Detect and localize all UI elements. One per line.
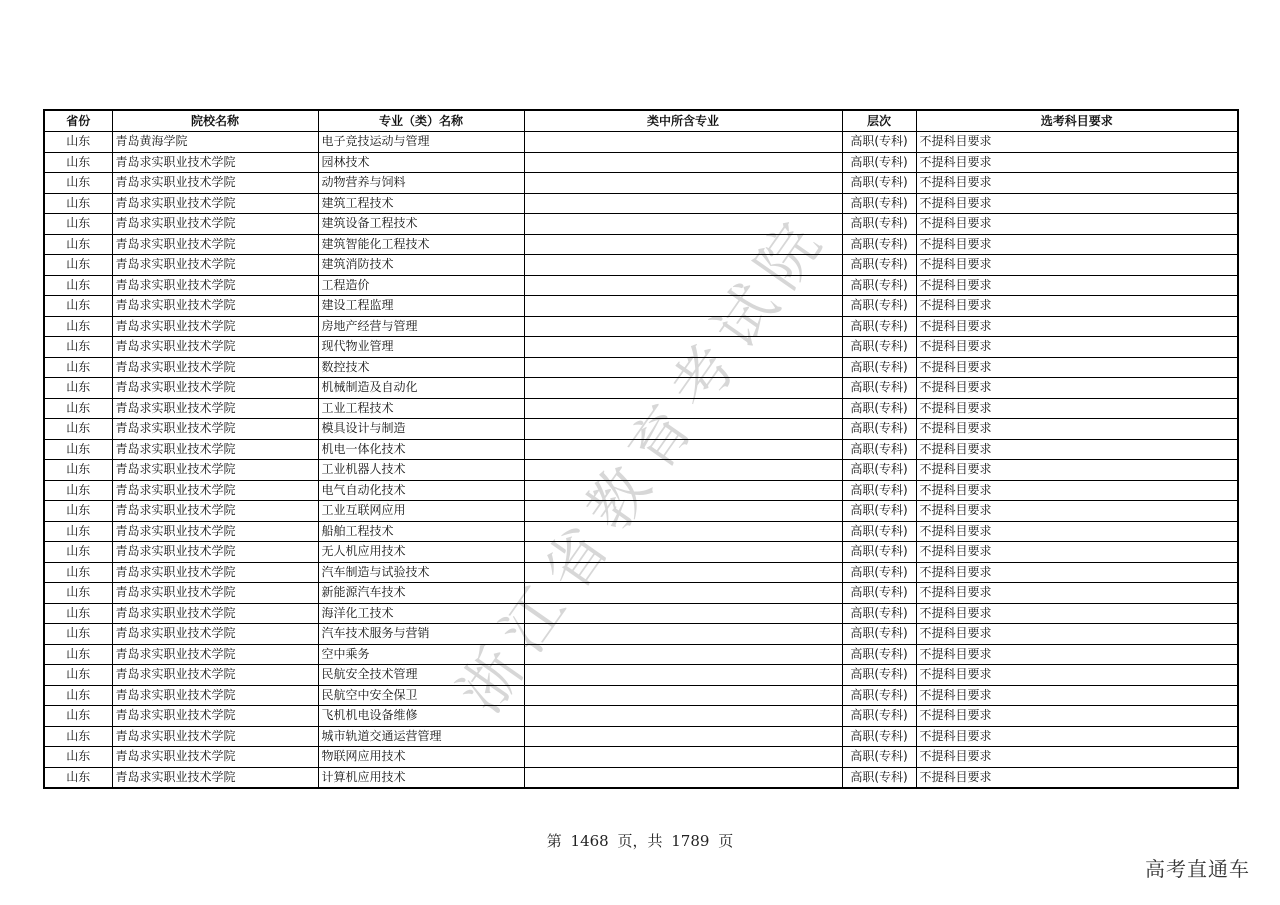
cell-province: 山东: [44, 624, 112, 645]
cell-level: 高职(专科): [842, 439, 916, 460]
cell-subject-requirement: 不提科目要求: [916, 767, 1238, 788]
cell-included-majors: [524, 603, 842, 624]
cell-major: 海洋化工技术: [318, 603, 524, 624]
cell-school: 青岛求实职业技术学院: [112, 767, 318, 788]
cell-included-majors: [524, 357, 842, 378]
table-row: [44, 562, 1238, 583]
cell-province: 山东: [44, 193, 112, 214]
cell-province: 山东: [44, 214, 112, 235]
cell-subject-requirement: 不提科目要求: [916, 275, 1238, 296]
cell-major: 电气自动化技术: [318, 480, 524, 501]
table-row: [44, 193, 1238, 214]
cell-major: 房地产经营与管理: [318, 316, 524, 337]
cell-included-majors: [524, 316, 842, 337]
cell-school: 青岛求实职业技术学院: [112, 501, 318, 522]
cell-province: 山东: [44, 439, 112, 460]
cell-level: 高职(专科): [842, 501, 916, 522]
cell-province: 山东: [44, 583, 112, 604]
cell-included-majors: [524, 521, 842, 542]
table-row: [44, 542, 1238, 563]
cell-school: 青岛求实职业技术学院: [112, 480, 318, 501]
cell-school: 青岛求实职业技术学院: [112, 152, 318, 173]
cell-province: 山东: [44, 234, 112, 255]
table-row: [44, 603, 1238, 624]
cell-level: 高职(专科): [842, 132, 916, 153]
cell-major: 城市轨道交通运营管理: [318, 726, 524, 747]
cell-subject-requirement: 不提科目要求: [916, 583, 1238, 604]
cell-included-majors: [524, 480, 842, 501]
cell-subject-requirement: 不提科目要求: [916, 460, 1238, 481]
cell-major: 民航安全技术管理: [318, 665, 524, 686]
cell-province: 山东: [44, 255, 112, 276]
cell-level: 高职(专科): [842, 255, 916, 276]
cell-major: 模具设计与制造: [318, 419, 524, 440]
cell-subject-requirement: 不提科目要求: [916, 562, 1238, 583]
cell-level: 高职(专科): [842, 747, 916, 768]
table-body: [44, 132, 1238, 789]
cell-level: 高职(专科): [842, 193, 916, 214]
table-row: [44, 337, 1238, 358]
cell-province: 山东: [44, 685, 112, 706]
cell-major: 建筑消防技术: [318, 255, 524, 276]
cell-level: 高职(专科): [842, 480, 916, 501]
cell-province: 山东: [44, 357, 112, 378]
table-row: [44, 644, 1238, 665]
cell-major: 工程造价: [318, 275, 524, 296]
table-row: [44, 398, 1238, 419]
cell-province: 山东: [44, 173, 112, 194]
cell-province: 山东: [44, 296, 112, 317]
cell-school: 青岛求实职业技术学院: [112, 234, 318, 255]
cell-subject-requirement: 不提科目要求: [916, 152, 1238, 173]
cell-province: 山东: [44, 275, 112, 296]
cell-school: 青岛求实职业技术学院: [112, 644, 318, 665]
cell-included-majors: [524, 685, 842, 706]
admission-table: [43, 109, 1239, 789]
cell-included-majors: [524, 624, 842, 645]
cell-included-majors: [524, 234, 842, 255]
cell-province: 山东: [44, 542, 112, 563]
cell-included-majors: [524, 398, 842, 419]
cell-level: 高职(专科): [842, 624, 916, 645]
cell-level: 高职(专科): [842, 378, 916, 399]
cell-school: 青岛求实职业技术学院: [112, 398, 318, 419]
cell-included-majors: [524, 562, 842, 583]
cell-level: 高职(专科): [842, 562, 916, 583]
cell-subject-requirement: 不提科目要求: [916, 706, 1238, 727]
cell-subject-requirement: 不提科目要求: [916, 316, 1238, 337]
cell-level: 高职(专科): [842, 398, 916, 419]
cell-subject-requirement: 不提科目要求: [916, 644, 1238, 665]
cell-subject-requirement: 不提科目要求: [916, 542, 1238, 563]
table-row: [44, 501, 1238, 522]
cell-included-majors: [524, 275, 842, 296]
table-row: [44, 583, 1238, 604]
cell-school: 青岛求实职业技术学院: [112, 193, 318, 214]
table-row: [44, 214, 1238, 235]
cell-subject-requirement: 不提科目要求: [916, 747, 1238, 768]
cell-included-majors: [524, 152, 842, 173]
cell-major: 工业工程技术: [318, 398, 524, 419]
admission-table-container: [43, 109, 1237, 789]
header-school: 院校名称: [112, 110, 318, 132]
cell-school: 青岛求实职业技术学院: [112, 214, 318, 235]
cell-major: 空中乘务: [318, 644, 524, 665]
cell-major: 汽车制造与试验技术: [318, 562, 524, 583]
cell-province: 山东: [44, 460, 112, 481]
cell-subject-requirement: 不提科目要求: [916, 624, 1238, 645]
table-row: [44, 316, 1238, 337]
cell-province: 山东: [44, 132, 112, 153]
cell-school: 青岛求实职业技术学院: [112, 357, 318, 378]
cell-school: 青岛求实职业技术学院: [112, 624, 318, 645]
table-row: [44, 685, 1238, 706]
cell-level: 高职(专科): [842, 644, 916, 665]
cell-subject-requirement: 不提科目要求: [916, 685, 1238, 706]
cell-subject-requirement: 不提科目要求: [916, 419, 1238, 440]
cell-included-majors: [524, 583, 842, 604]
cell-major: 建设工程监理: [318, 296, 524, 317]
cell-school: 青岛求实职业技术学院: [112, 521, 318, 542]
cell-school: 青岛求实职业技术学院: [112, 603, 318, 624]
cell-included-majors: [524, 378, 842, 399]
cell-level: 高职(专科): [842, 357, 916, 378]
table-header-row: [44, 110, 1238, 132]
cell-major: 计算机应用技术: [318, 767, 524, 788]
cell-included-majors: [524, 439, 842, 460]
cell-included-majors: [524, 706, 842, 727]
table-row: [44, 255, 1238, 276]
cell-subject-requirement: 不提科目要求: [916, 173, 1238, 194]
cell-province: 山东: [44, 501, 112, 522]
cell-school: 青岛求实职业技术学院: [112, 337, 318, 358]
cell-school: 青岛黄海学院: [112, 132, 318, 153]
table-row: [44, 275, 1238, 296]
cell-included-majors: [524, 193, 842, 214]
cell-included-majors: [524, 460, 842, 481]
cell-major: 物联网应用技术: [318, 747, 524, 768]
cell-major: 现代物业管理: [318, 337, 524, 358]
cell-level: 高职(专科): [842, 603, 916, 624]
cell-subject-requirement: 不提科目要求: [916, 398, 1238, 419]
cell-major: 汽车技术服务与营销: [318, 624, 524, 645]
cell-major: 无人机应用技术: [318, 542, 524, 563]
cell-major: 园林技术: [318, 152, 524, 173]
cell-province: 山东: [44, 152, 112, 173]
cell-level: 高职(专科): [842, 316, 916, 337]
cell-level: 高职(专科): [842, 706, 916, 727]
cell-subject-requirement: 不提科目要求: [916, 132, 1238, 153]
cell-province: 山东: [44, 337, 112, 358]
cell-included-majors: [524, 747, 842, 768]
cell-province: 山东: [44, 562, 112, 583]
cell-subject-requirement: 不提科目要求: [916, 501, 1238, 522]
cell-province: 山东: [44, 644, 112, 665]
cell-level: 高职(专科): [842, 337, 916, 358]
cell-subject-requirement: 不提科目要求: [916, 255, 1238, 276]
cell-major: 飞机机电设备维修: [318, 706, 524, 727]
cell-subject-requirement: 不提科目要求: [916, 337, 1238, 358]
cell-major: 工业机器人技术: [318, 460, 524, 481]
cell-major: 机电一体化技术: [318, 439, 524, 460]
table-row: [44, 521, 1238, 542]
cell-included-majors: [524, 419, 842, 440]
cell-included-majors: [524, 501, 842, 522]
cell-school: 青岛求实职业技术学院: [112, 726, 318, 747]
cell-province: 山东: [44, 398, 112, 419]
cell-subject-requirement: 不提科目要求: [916, 357, 1238, 378]
cell-province: 山东: [44, 726, 112, 747]
cell-major: 建筑设备工程技术: [318, 214, 524, 235]
cell-school: 青岛求实职业技术学院: [112, 706, 318, 727]
cell-school: 青岛求实职业技术学院: [112, 419, 318, 440]
table-row: [44, 767, 1238, 788]
cell-school: 青岛求实职业技术学院: [112, 542, 318, 563]
cell-level: 高职(专科): [842, 726, 916, 747]
cell-school: 青岛求实职业技术学院: [112, 439, 318, 460]
cell-level: 高职(专科): [842, 542, 916, 563]
cell-level: 高职(专科): [842, 275, 916, 296]
cell-subject-requirement: 不提科目要求: [916, 378, 1238, 399]
table-row: [44, 747, 1238, 768]
header-major: 专业（类）名称: [318, 110, 524, 132]
cell-included-majors: [524, 542, 842, 563]
cell-major: 民航空中安全保卫: [318, 685, 524, 706]
cell-school: 青岛求实职业技术学院: [112, 665, 318, 686]
cell-major: 建筑工程技术: [318, 193, 524, 214]
table-row: [44, 419, 1238, 440]
cell-school: 青岛求实职业技术学院: [112, 296, 318, 317]
cell-province: 山东: [44, 747, 112, 768]
cell-included-majors: [524, 767, 842, 788]
cell-province: 山东: [44, 767, 112, 788]
table-row: [44, 706, 1238, 727]
table-row: [44, 439, 1238, 460]
cell-school: 青岛求实职业技术学院: [112, 562, 318, 583]
table-row: [44, 173, 1238, 194]
cell-province: 山东: [44, 419, 112, 440]
cell-subject-requirement: 不提科目要求: [916, 296, 1238, 317]
cell-subject-requirement: 不提科目要求: [916, 193, 1238, 214]
cell-level: 高职(专科): [842, 419, 916, 440]
cell-included-majors: [524, 214, 842, 235]
cell-major: 机械制造及自动化: [318, 378, 524, 399]
cell-subject-requirement: 不提科目要求: [916, 521, 1238, 542]
header-level: 层次: [842, 110, 916, 132]
table-row: [44, 378, 1238, 399]
table-row: [44, 132, 1238, 153]
cell-major: 船舶工程技术: [318, 521, 524, 542]
cell-level: 高职(专科): [842, 665, 916, 686]
cell-included-majors: [524, 173, 842, 194]
cell-level: 高职(专科): [842, 521, 916, 542]
cell-major: 建筑智能化工程技术: [318, 234, 524, 255]
cell-school: 青岛求实职业技术学院: [112, 583, 318, 604]
cell-level: 高职(专科): [842, 214, 916, 235]
cell-level: 高职(专科): [842, 152, 916, 173]
cell-province: 山东: [44, 521, 112, 542]
cell-major: 电子竞技运动与管理: [318, 132, 524, 153]
cell-major: 新能源汽车技术: [318, 583, 524, 604]
cell-school: 青岛求实职业技术学院: [112, 460, 318, 481]
cell-level: 高职(专科): [842, 583, 916, 604]
brand-logo-text: 高考直通车: [1145, 857, 1250, 881]
table-row: [44, 726, 1238, 747]
cell-subject-requirement: 不提科目要求: [916, 726, 1238, 747]
cell-province: 山东: [44, 316, 112, 337]
cell-major: 动物营养与饲料: [318, 173, 524, 194]
cell-subject-requirement: 不提科目要求: [916, 603, 1238, 624]
cell-major: 工业互联网应用: [318, 501, 524, 522]
cell-included-majors: [524, 337, 842, 358]
cell-province: 山东: [44, 706, 112, 727]
table-row: [44, 480, 1238, 501]
cell-included-majors: [524, 132, 842, 153]
cell-school: 青岛求实职业技术学院: [112, 255, 318, 276]
cell-province: 山东: [44, 480, 112, 501]
cell-subject-requirement: 不提科目要求: [916, 665, 1238, 686]
cell-level: 高职(专科): [842, 234, 916, 255]
table-row: [44, 296, 1238, 317]
cell-province: 山东: [44, 665, 112, 686]
cell-school: 青岛求实职业技术学院: [112, 747, 318, 768]
cell-major: 数控技术: [318, 357, 524, 378]
cell-level: 高职(专科): [842, 460, 916, 481]
cell-included-majors: [524, 726, 842, 747]
cell-subject-requirement: 不提科目要求: [916, 439, 1238, 460]
cell-school: 青岛求实职业技术学院: [112, 275, 318, 296]
cell-school: 青岛求实职业技术学院: [112, 316, 318, 337]
table-row: [44, 665, 1238, 686]
cell-included-majors: [524, 665, 842, 686]
cell-province: 山东: [44, 603, 112, 624]
cell-level: 高职(专科): [842, 296, 916, 317]
header-province: 省份: [44, 110, 112, 132]
table-row: [44, 152, 1238, 173]
header-included-majors: 类中所含专业: [524, 110, 842, 132]
cell-subject-requirement: 不提科目要求: [916, 234, 1238, 255]
cell-school: 青岛求实职业技术学院: [112, 173, 318, 194]
table-row: [44, 460, 1238, 481]
cell-level: 高职(专科): [842, 173, 916, 194]
cell-school: 青岛求实职业技术学院: [112, 378, 318, 399]
page-number: 第 1468 页，共 1789 页: [546, 832, 734, 850]
cell-included-majors: [524, 255, 842, 276]
cell-province: 山东: [44, 378, 112, 399]
header-subject-requirement: 选考科目要求: [916, 110, 1238, 132]
cell-included-majors: [524, 296, 842, 317]
table-row: [44, 624, 1238, 645]
table-row: [44, 357, 1238, 378]
cell-level: 高职(专科): [842, 685, 916, 706]
table-row: [44, 234, 1238, 255]
cell-subject-requirement: 不提科目要求: [916, 214, 1238, 235]
cell-level: 高职(专科): [842, 767, 916, 788]
cell-school: 青岛求实职业技术学院: [112, 685, 318, 706]
cell-included-majors: [524, 644, 842, 665]
watermark-text: 浙江省教育考试院: [445, 200, 843, 726]
cell-subject-requirement: 不提科目要求: [916, 480, 1238, 501]
